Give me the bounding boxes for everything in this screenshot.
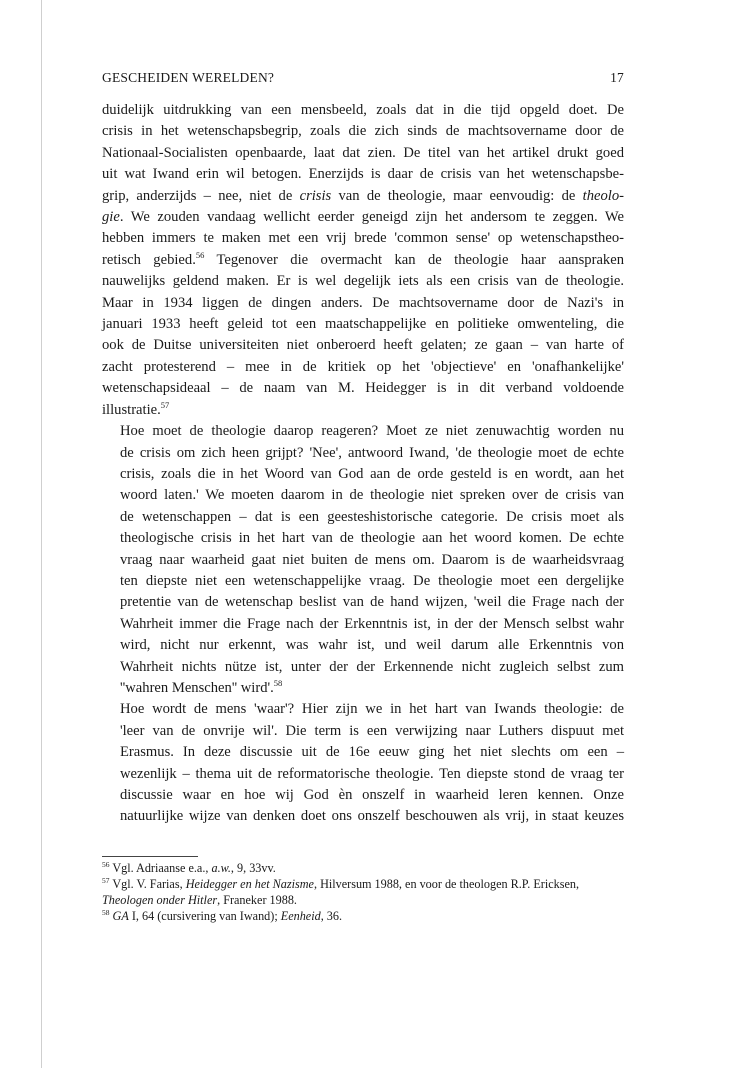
text-line: wetenschapsideaal – de naam van M. Heidegger is in dit verband voldoende	[102, 380, 624, 397]
text-line: de wetenschappen – dat is een geesteshistorische categorie. De crisis moet als	[120, 508, 624, 525]
text-run: , 9, 33vv.	[230, 860, 276, 875]
text-run: . We zouden vandaag wellicht eerder geneigd zijn het andersom te zeggen. We	[119, 209, 624, 226]
footnote-ref-57: 57	[160, 399, 170, 410]
running-title: GESCHEIDEN WERELDEN?	[102, 70, 275, 85]
text-line: pretentie van de wetenschap beslist van de hand wijzen, 'weil die Frage nach der	[120, 594, 624, 611]
text-line	[102, 207, 624, 228]
text-line: crisis in het wetenschapsbegrip, zoals die zich sinds de machtsovername door de	[102, 123, 624, 140]
footnote-58	[102, 909, 624, 925]
text-run: ''wahren Menschen'' wird'.	[120, 679, 274, 696]
text-line: ook de Duitse universiteiten niet onberoerd heeft gelaten; ze gaan – van harte of	[102, 337, 624, 354]
text-line: crisis, zoals die in het Woord van God aan de orde gesteld is en wordt, aan het	[120, 465, 624, 482]
text-run: , Franeker 1988.	[217, 892, 297, 907]
page-number: 17	[610, 70, 624, 85]
scan-page-edge	[41, 0, 42, 1068]
italic-run: theolo-	[582, 187, 625, 204]
text-line: natuurlijke wijze van denken doet ons onszelf beschouwen als vrij, in staat keuzes	[120, 808, 624, 825]
text-line: Nationaal-Socialisten openbaarde, laat dat zien. De titel van het artikel drukt goed	[102, 144, 624, 161]
text-line: Wahrheit immer die Frage nach der Erkenntnis ist, in der der Mensch selbst wahr	[120, 615, 624, 632]
text-run: Vgl. V. Farias,	[109, 877, 186, 892]
text-run: Tegenover die overmacht kan de theologie haar aanspraken	[204, 251, 624, 268]
text-line: theologische crisis in het hart van de theologie aan het woord komen. De echte	[120, 530, 624, 547]
text-line: januari 1933 heeft geleid tot een maatschappelijke en politieke omwenteling, die	[102, 316, 624, 333]
italic-run: a.w.	[211, 860, 231, 875]
paragraph-3	[102, 699, 624, 827]
text-line: Wahrheit nichts nütze ist, unter der der Erkennende nicht zugleich selbst zum	[120, 658, 624, 675]
text-run: , Hilversum 1988, en voor de theologen R.P. Ericksen,	[313, 877, 580, 892]
italic-run: Heidegger en het Nazisme	[185, 877, 314, 892]
footnote-number: 56	[102, 859, 110, 869]
text-line: nauwelijks geldend maken. Er is wel degelijk iets als een crisis van de theologie.	[102, 273, 624, 290]
footnote-number: 58	[102, 908, 110, 918]
text-line: wird, nicht nur erkennt, was wahr ist, und weil darum alle Erkenntnis von	[120, 637, 624, 654]
text-run: I, 64 (cursivering van Iwand);	[128, 909, 281, 924]
footnote-56	[102, 861, 624, 877]
paragraph-2	[102, 421, 624, 699]
text-line: Maar in 1934 liggen de dingen anders. De machtsovername door de Nazi's in	[102, 294, 624, 311]
footnotes	[102, 861, 624, 925]
text-line: Erasmus. In deze discussie uit de 16e eeuw ging het niet slechts om een –	[120, 744, 624, 761]
text-run: illustratie.	[102, 401, 161, 418]
italic-run: GA	[112, 909, 129, 924]
text-line: hebben immers te maken met een vrij brede 'common sense' op wetenschapstheo-	[102, 230, 624, 247]
text-line	[102, 400, 624, 421]
text-line: de crisis om zich heen grijpt? 'Nee', antwoord Iwand, 'de theologie moet de echte	[120, 444, 624, 461]
footnote-57	[102, 877, 624, 908]
text-line	[102, 250, 624, 271]
book-page	[102, 70, 624, 926]
text-line: 'leer van de onvrije wil'. Die term is een verwijzing naar Luthers dispuut met	[120, 722, 624, 739]
text-run: Vgl. Adriaanse e.a.,	[109, 860, 212, 875]
text-line: vraag naar waarheid gaat niet buiten de mens om. Daarom is de waarheidsvraag	[120, 551, 624, 568]
italic-run: gie	[102, 209, 120, 226]
body-text	[102, 100, 624, 828]
text-line	[102, 678, 624, 699]
text-line: woord laten.' We moeten daarom in de theologie niet spreken over de crisis van	[120, 487, 624, 504]
text-run: retisch gebied.	[102, 251, 196, 268]
text-line: Hoe wordt de mens 'waar'? Hier zijn we in het hart van Iwands theologie: de	[120, 701, 624, 718]
paragraph-1	[102, 100, 624, 421]
italic-run: crisis	[299, 187, 332, 204]
text-line: duidelijk uitdrukking van een mensbeeld, zoals dat in die tijd opgeld doet. De	[102, 102, 624, 118]
footnote-number: 57	[102, 876, 110, 886]
text-line: zacht protesterend – mee in de kritiek op het 'objectieve' en 'onafhankelijke'	[102, 358, 624, 375]
text-line: discussie waar en hoe wij God èn onszelf in waarheid leren kennen. Onze	[120, 787, 624, 803]
running-head	[102, 70, 624, 94]
text-line: Hoe moet de theologie daarop reageren? Moet ze niet zenuwachtig worden nu	[120, 423, 624, 440]
text-line: ten diepste niet een wetenschappelijke vraag. De theologie moet een dergelijke	[120, 572, 624, 589]
text-line: uit wat Iwand erin wil betogen. Enerzijds is daar de crisis van het wetenschapsbe-	[102, 166, 624, 183]
footnote-ref-58: 58	[273, 678, 283, 689]
text-run: grip, anderzijds – nee, niet de	[102, 187, 300, 204]
text-line	[102, 186, 624, 207]
footnote-separator	[102, 856, 198, 857]
text-run: , 36.	[320, 909, 343, 924]
footnote-ref-56: 56	[195, 249, 205, 260]
italic-run: Theologen onder Hitler	[102, 892, 218, 907]
italic-run: Eenheid	[280, 909, 321, 924]
text-line: wezenlijk – thema uit de reformatorische theologie. Ten diepste stond de vraag ter	[120, 765, 624, 782]
text-run: van de theologie, maar eenvoudig: de	[331, 187, 583, 204]
